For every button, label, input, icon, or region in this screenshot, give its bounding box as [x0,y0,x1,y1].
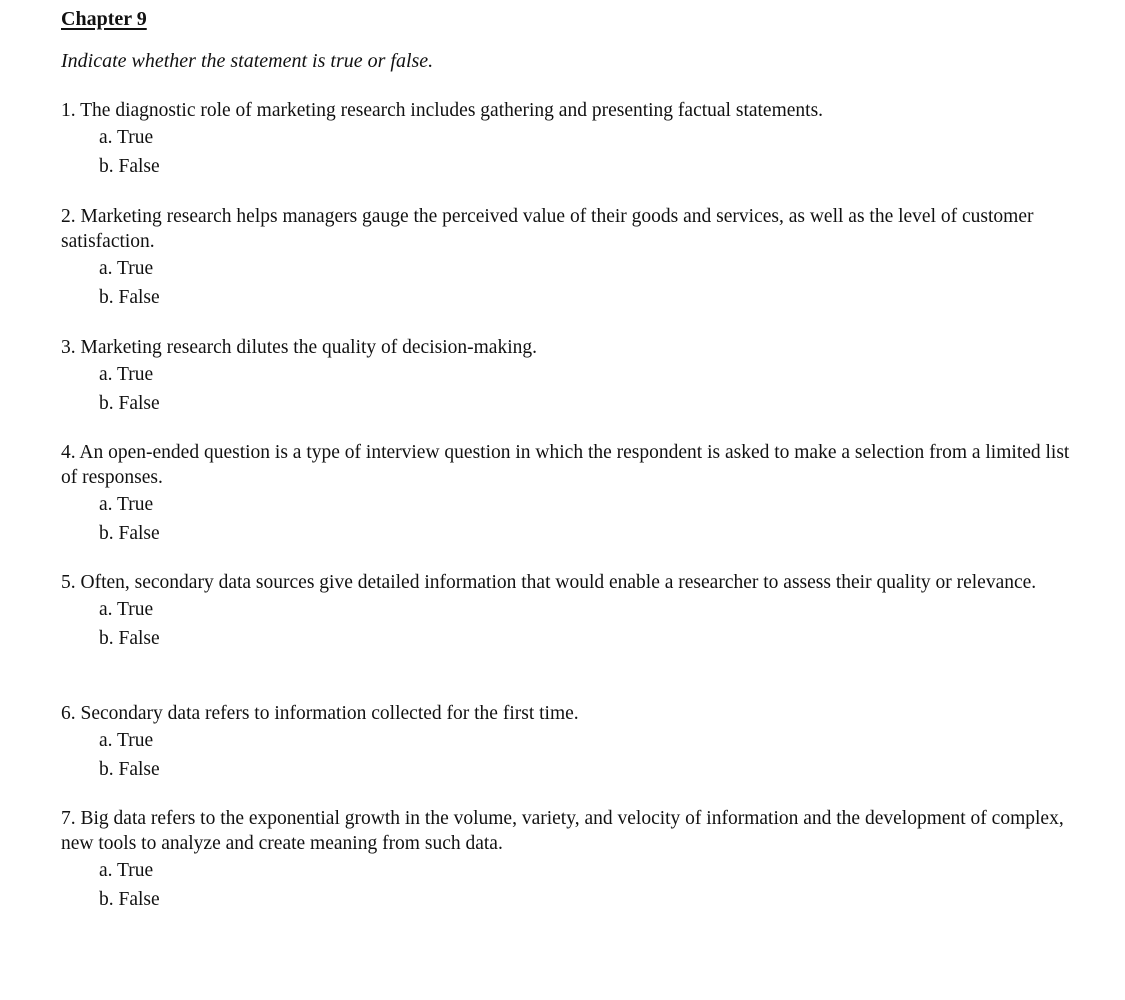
question-7 [61,806,1071,914]
option-false: b. False [99,628,160,649]
question-3 [61,335,1071,418]
option-true: a. True [99,364,154,385]
question-4 [61,440,1071,548]
option-true: a. True [99,599,154,620]
question-text: 4. An open-ended question is a type of interview question in which the respondent is asked to make a selection from a limited list of responses. [61,442,1070,488]
option-true: a. True [99,127,154,148]
question-text: 5. Often, secondary data sources give detailed information that would enable a researcher to assess their quality or relevance. [61,572,1037,593]
option-false: b. False [99,759,160,780]
option-false: b. False [99,287,160,308]
option-true: a. True [99,494,154,515]
option-true: a. True [99,730,154,751]
question-text: 6. Secondary data refers to information collected for the first time. [61,703,579,724]
instructions-text: Indicate whether the statement is true or false. [61,50,434,72]
question-1 [61,98,1071,181]
option-true: a. True [99,258,154,279]
question-2 [61,204,1071,312]
question-6 [61,701,1071,784]
question-text: 1. The diagnostic role of marketing research includes gathering and presenting factual statements. [61,100,824,121]
question-text: 7. Big data refers to the exponential growth in the volume, variety, and velocity of information and the development of complex, new tools to analyze and create meaning from such data. [61,808,1064,854]
option-true: a. True [99,860,154,881]
chapter-heading: Chapter 9 [61,8,147,30]
option-false: b. False [99,889,160,910]
option-false: b. False [99,393,160,414]
option-false: b. False [99,523,160,544]
option-false: b. False [99,156,160,177]
question-5 [61,570,1071,653]
question-text: 3. Marketing research dilutes the quality of decision-making. [61,337,537,358]
question-text: 2. Marketing research helps managers gauge the perceived value of their goods and services, as well as the level of customer satisfaction. [61,206,1034,252]
